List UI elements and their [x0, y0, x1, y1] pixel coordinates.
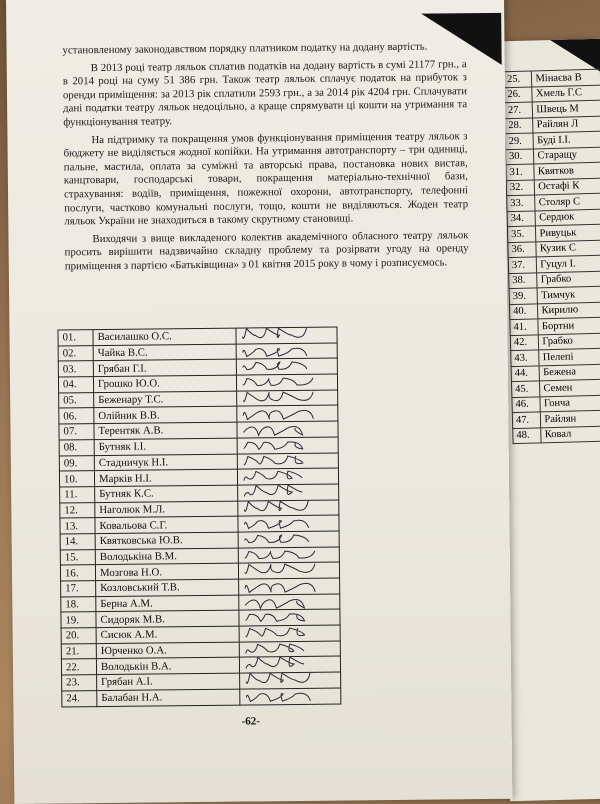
signatory-name: Беженару Т.С. [94, 391, 237, 408]
signatory-name: Бутняк І.І. [94, 438, 237, 455]
signatory-name: Ривуцьк [536, 224, 600, 241]
row-number: 48. [513, 427, 542, 443]
row-number: 38. [509, 272, 538, 288]
signatory-name: Юрченко О.А. [96, 642, 239, 659]
row-number: 32. [506, 179, 535, 195]
row-number: 43. [511, 350, 540, 366]
row-number: 33. [507, 195, 536, 211]
signatory-name: Володькін В.А. [96, 658, 239, 675]
signatory-name: Грабко [539, 333, 600, 350]
row-number: 35. [507, 226, 536, 242]
row-number: 47. [512, 412, 541, 428]
row-number: 45. [511, 381, 540, 397]
signature-cell [240, 688, 341, 705]
signatory-name: Олійник В.В. [94, 407, 237, 424]
signatory-name: Стадничук Н.І. [94, 454, 237, 471]
signatory-name: Кирилю [538, 302, 600, 319]
row-number: 09. [59, 455, 94, 471]
signatory-name: Квятковська Ю.В. [95, 532, 238, 549]
signatory-name: Наголюк М.Л. [95, 501, 238, 518]
row-number: 19. [61, 612, 96, 628]
row-number: 14. [60, 534, 95, 550]
signatory-name: Швець М [533, 100, 600, 117]
row-number: 30. [505, 148, 534, 164]
signatory-name: Ковальова С.Г. [95, 516, 238, 533]
row-number: 03. [58, 361, 93, 377]
signatory-name: Пелепі [539, 348, 600, 365]
signatory-name: Балабан Н.А. [97, 689, 240, 706]
signatory-name: Тимчук [537, 286, 600, 303]
row-number: 27. [504, 102, 533, 118]
paragraph-funding: На підтримку та покращення умов функціонування приміщення театру ляльок з бюджету не виділяється жодної копійки. На утримання автотранспорту – три одиниці, пальне, мастила, оплата за суміжні та авторські права, постановка нових вистав, канцтовари, господарські товари, покращення матеріально-технічної бази, страхування: водіїв, приміщення, пожежної охорони, автотранспорту, телефонні послуги, частково комунальні послуги, тощо, кошти не виділяються. Жоден театр ляльок України не знаходиться в такому скрутному становищі. [63, 129, 469, 228]
row-number: 02. [58, 345, 93, 361]
signatory-name: Сердюк [535, 209, 600, 226]
row-number: 11. [60, 486, 95, 502]
signatory-name: Мозгова Н.О. [95, 563, 238, 580]
signatory-name: Райлян [541, 410, 600, 427]
signatory-name: Бутняк К.С. [95, 485, 238, 502]
right-signatures-table [503, 69, 600, 444]
row-number: 46. [512, 396, 541, 412]
signatory-name: Хмель Г.С [532, 85, 600, 102]
signatory-name: Сисюк А.М. [96, 626, 239, 643]
row-number: 01. [58, 330, 93, 346]
signatory-name: Сидоряк М.В. [96, 610, 239, 627]
signatory-name: Остафі К [535, 178, 600, 195]
row-number: 04. [58, 377, 93, 393]
signatory-name: Грябан Г.І. [93, 359, 236, 376]
signatory-name: Семен [540, 379, 600, 396]
signatory-name: Бежена [540, 364, 600, 381]
row-number: 15. [60, 549, 95, 565]
signatory-name: Василашко О.С. [93, 328, 236, 345]
main-document-page [6, 0, 512, 804]
row-number: 37. [508, 257, 537, 273]
row-number: 44. [511, 365, 540, 381]
signatory-name: Мінаєва В [532, 69, 600, 86]
row-number: 08. [59, 439, 94, 455]
signature-row [62, 688, 341, 707]
signatory-name: Столяр С [535, 193, 600, 210]
paragraph-continuation: установленому законодавством порядку платником податку на додану вартість. [62, 40, 428, 57]
paragraph-taxes: В 2013 році театр ляльок сплатив податків на додану вартість в сумі 21177 грн., а в 2014 році на суму 51 386 грн. Також театр ляльок сплачує податок на прибуток з оренди приміщення: за 2013 рік сплатили 2593 грн., а за 2014 рік 4204 грн. Сплачувати дані податки театру ляльок недоцільно, а краще спрямувати ці кошти на утримання та функціонування театру. [62, 57, 468, 129]
row-number: 31. [506, 164, 535, 180]
row-number: 05. [59, 392, 94, 408]
right-signature-row [513, 426, 600, 444]
signatory-name: Грабко [537, 271, 600, 288]
signatory-name: Квятков [534, 162, 600, 179]
row-number: 17. [61, 581, 96, 597]
row-number: 23. [62, 675, 97, 691]
row-number: 26. [504, 86, 533, 102]
row-number: 16. [60, 565, 95, 581]
signatory-name: Гонча [540, 395, 600, 412]
document-body [62, 40, 468, 278]
signatory-name: Старащу [534, 147, 600, 164]
signatory-name: Козловський Т.В. [96, 579, 239, 596]
row-number: 28. [505, 117, 534, 133]
signatory-name: Буді І.І. [533, 131, 600, 148]
paragraph-request: Виходячи з вище викладеного колектив академічного обласного театру ляльок просить вирішити надзвичайно складну проблему та розірвати угоду на оренду приміщення з партією «Батьківщина» з 01 квітня 2015 року в чому і розписуємось. [64, 228, 469, 273]
signatory-name: Берна А.М. [96, 595, 239, 612]
row-number: 39. [509, 288, 538, 304]
row-number: 13. [60, 518, 95, 534]
row-number: 22. [61, 659, 96, 675]
row-number: 25. [503, 71, 532, 87]
signatory-name: Кузик С [536, 240, 600, 257]
signatory-name: Райлян Л [533, 116, 600, 133]
row-number: 21. [61, 643, 96, 659]
signatory-name: Гуцул І. [537, 255, 600, 272]
row-number: 18. [61, 596, 96, 612]
signatory-name: Марків Н.І. [94, 469, 237, 486]
signatory-name: Ковал [541, 426, 600, 443]
row-number: 12. [60, 502, 95, 518]
row-number: 24. [62, 690, 97, 706]
signatory-name: Грошко Ю.О. [93, 375, 236, 392]
row-number: 36. [508, 241, 537, 257]
handwritten-signature [244, 685, 324, 708]
page-number: -62- [241, 715, 260, 728]
signatory-name: Бортни [538, 317, 600, 334]
row-number: 34. [507, 210, 536, 226]
row-number: 40. [509, 303, 538, 319]
row-number: 29. [505, 133, 534, 149]
signatory-name: Терентяк А.В. [94, 422, 237, 439]
signatory-name: Грябан А.І. [97, 673, 240, 690]
signatory-name: Володькіна В.М. [95, 548, 238, 565]
row-number: 10. [59, 471, 94, 487]
signatures-table [57, 327, 341, 707]
row-number: 20. [61, 628, 96, 644]
row-number: 06. [59, 408, 94, 424]
row-number: 41. [510, 319, 539, 335]
row-number: 07. [59, 424, 94, 440]
signatory-name: Чайка В.С. [93, 344, 236, 361]
row-number: 42. [510, 334, 539, 350]
